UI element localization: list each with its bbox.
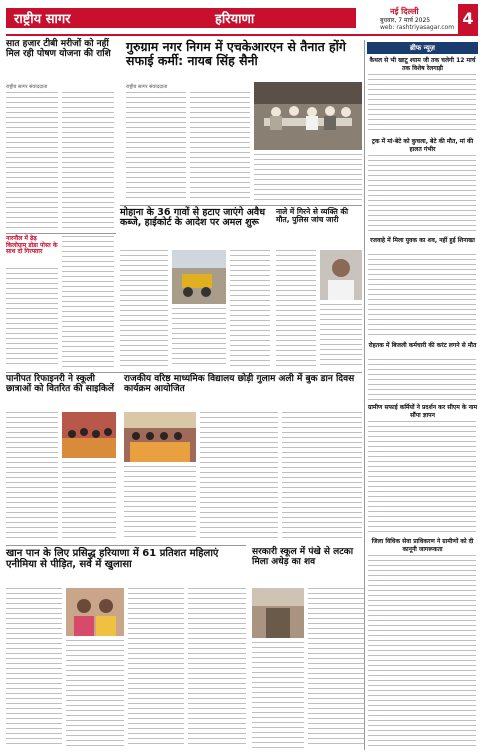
brief-4-headline: रोहतक में बिजली कर्मचारी की करंट लगने से मौत [368, 342, 477, 349]
story-mohana-body-col2 [172, 308, 226, 368]
story-drain-body-col2 [276, 250, 316, 368]
masthead [0, 0, 482, 40]
story-tb-headline: सात हजार टीबी मरीजों को नहीं मिल रही पोषण योजना की राशि [6, 39, 111, 59]
story-drain-headline: नाले में गिरने से व्यक्ति की मौत, पुलिस जांच जारी [276, 207, 349, 225]
meeting-photo-icon [254, 82, 362, 150]
story-drain-body-col3 [320, 304, 362, 368]
divider [6, 545, 246, 546]
women-photo-icon [66, 588, 124, 636]
story-fan-body [252, 642, 304, 748]
brief-6-body [368, 555, 476, 748]
brief-3-body [368, 254, 476, 338]
divider [6, 372, 362, 373]
story-anemia-body [6, 588, 62, 748]
newspaper-brand: राष्ट्रीय सागर [14, 12, 71, 27]
story-school-body [124, 466, 196, 540]
brief-1-body [368, 74, 476, 134]
story-column-body [62, 236, 114, 368]
brief-1-headline: कैथल से भी खाटू श्याम जी तक चलेगी 12 मार्च तक विशेष रेलगाड़ी [369, 57, 476, 72]
story-fan-body-col2 [308, 588, 364, 748]
brief-3-headline: रजवाहे में मिला युवक का शव, नहीं हुई शिनाख्त [370, 237, 475, 244]
story-anemia-body-col3 [128, 588, 184, 748]
story-anemia-body-col2 [66, 640, 124, 748]
story-gurugram-body [126, 92, 186, 202]
brief-5-headline: ग्रामीण सफाई कर्मियों ने प्रदर्शन कर सीएम के नाम सौंपा ज्ञापन [367, 404, 478, 419]
story-mohana-body [120, 250, 168, 368]
story-tb-body [6, 92, 58, 232]
story-gurugram-headline: गुरुग्राम नगर निगम में एचकेआरएन से तैनात होंगे सफाई कर्मी: नायब सिंह सैनी [126, 39, 346, 68]
sidebar-divider [364, 40, 365, 750]
story-panipat-photo [62, 412, 116, 458]
story-anemia-body-col4 [188, 588, 246, 748]
story-gurugram-photo [254, 82, 362, 150]
brief-6-headline: जिला विधिक सेवा प्राधिकरण ने ग्रामीणों को दी कानूनी जागरूकता [371, 538, 474, 553]
event-photo-icon [124, 412, 196, 462]
story-fan-photo [252, 588, 304, 638]
page-number: 4 [458, 4, 478, 34]
brief-2-headline: ट्रक में मां-बेटे को कुचला, बेटे की मौत, मां की हालत गंभीर [371, 138, 474, 153]
story-gurugram-body-col3 [254, 154, 362, 202]
brief-news-header: ब्रीफ न्यूज़ [367, 42, 478, 54]
story-gurugram-byline: राष्ट्रीय सागर संवाददाता [126, 84, 168, 90]
section-title: हरियाणा [215, 12, 255, 27]
story-anemia-photo [66, 588, 124, 636]
story-school-photo [124, 412, 196, 462]
story-panipat-headline: पानीपत रिफाइनरी ने स्कूली छात्राओं को वितरित की साइकिलें [6, 374, 114, 394]
story-anemia-headline: खान पान के लिए प्रसिद्ध हरियाणा में 61 प्रतिशत महिलाएं एनीमिया से पीड़ित, सर्वे में खुलासा [6, 548, 219, 570]
story-school-headline: राजकीय वरिष्ठ माध्यमिक विद्यालय छोड़ी गुलाम अली में बुक डान दिवस कार्यक्रम आयोजित [124, 374, 355, 394]
story-gurugram-body-col2 [190, 92, 250, 202]
story-drain-body [230, 250, 270, 368]
story-narnaul-body [6, 268, 58, 368]
masthead-rule [6, 34, 478, 36]
story-mohana-headline: मोहाना के 36 गावों से हटाए जाएंगे अवैध कब्जे, हाईकोर्ट के आदेश पर अमल शुरू [120, 207, 266, 229]
story-school-body-col2 [200, 412, 278, 540]
website: web: rashtriyasagar.com [380, 24, 455, 31]
brief-2-body [368, 155, 476, 233]
story-panipat-body-col2 [62, 462, 116, 540]
divider [6, 233, 116, 234]
edition-date: बुधवार, 7 मार्च 2025 [380, 17, 431, 24]
divider [120, 205, 362, 206]
brief-5-body [368, 421, 476, 533]
story-panipat-body [6, 412, 58, 540]
school-photo-icon [252, 588, 304, 638]
portrait-photo-icon [320, 250, 362, 300]
story-school-body-col3 [282, 412, 362, 540]
students-photo-icon [62, 412, 116, 458]
story-narnaul-headline: नारनौल में ढेढ़ किलोग्राम डोडा पोस्त के साथ दो गिरफ्तार [6, 235, 58, 256]
story-tb-body-col2 [62, 92, 114, 232]
brief-4-body [368, 359, 476, 401]
bulldozer-photo-icon [172, 250, 226, 304]
story-tb-byline: राष्ट्रीय सागर संवाददाता [6, 84, 48, 90]
story-fan-headline: सरकारी स्कूल में पंखे से लटका मिला अधेड़ का शव [252, 547, 354, 567]
story-mohana-photo [172, 250, 226, 304]
story-drain-photo [320, 250, 362, 300]
edition-city: नई दिल्ली [390, 7, 419, 16]
